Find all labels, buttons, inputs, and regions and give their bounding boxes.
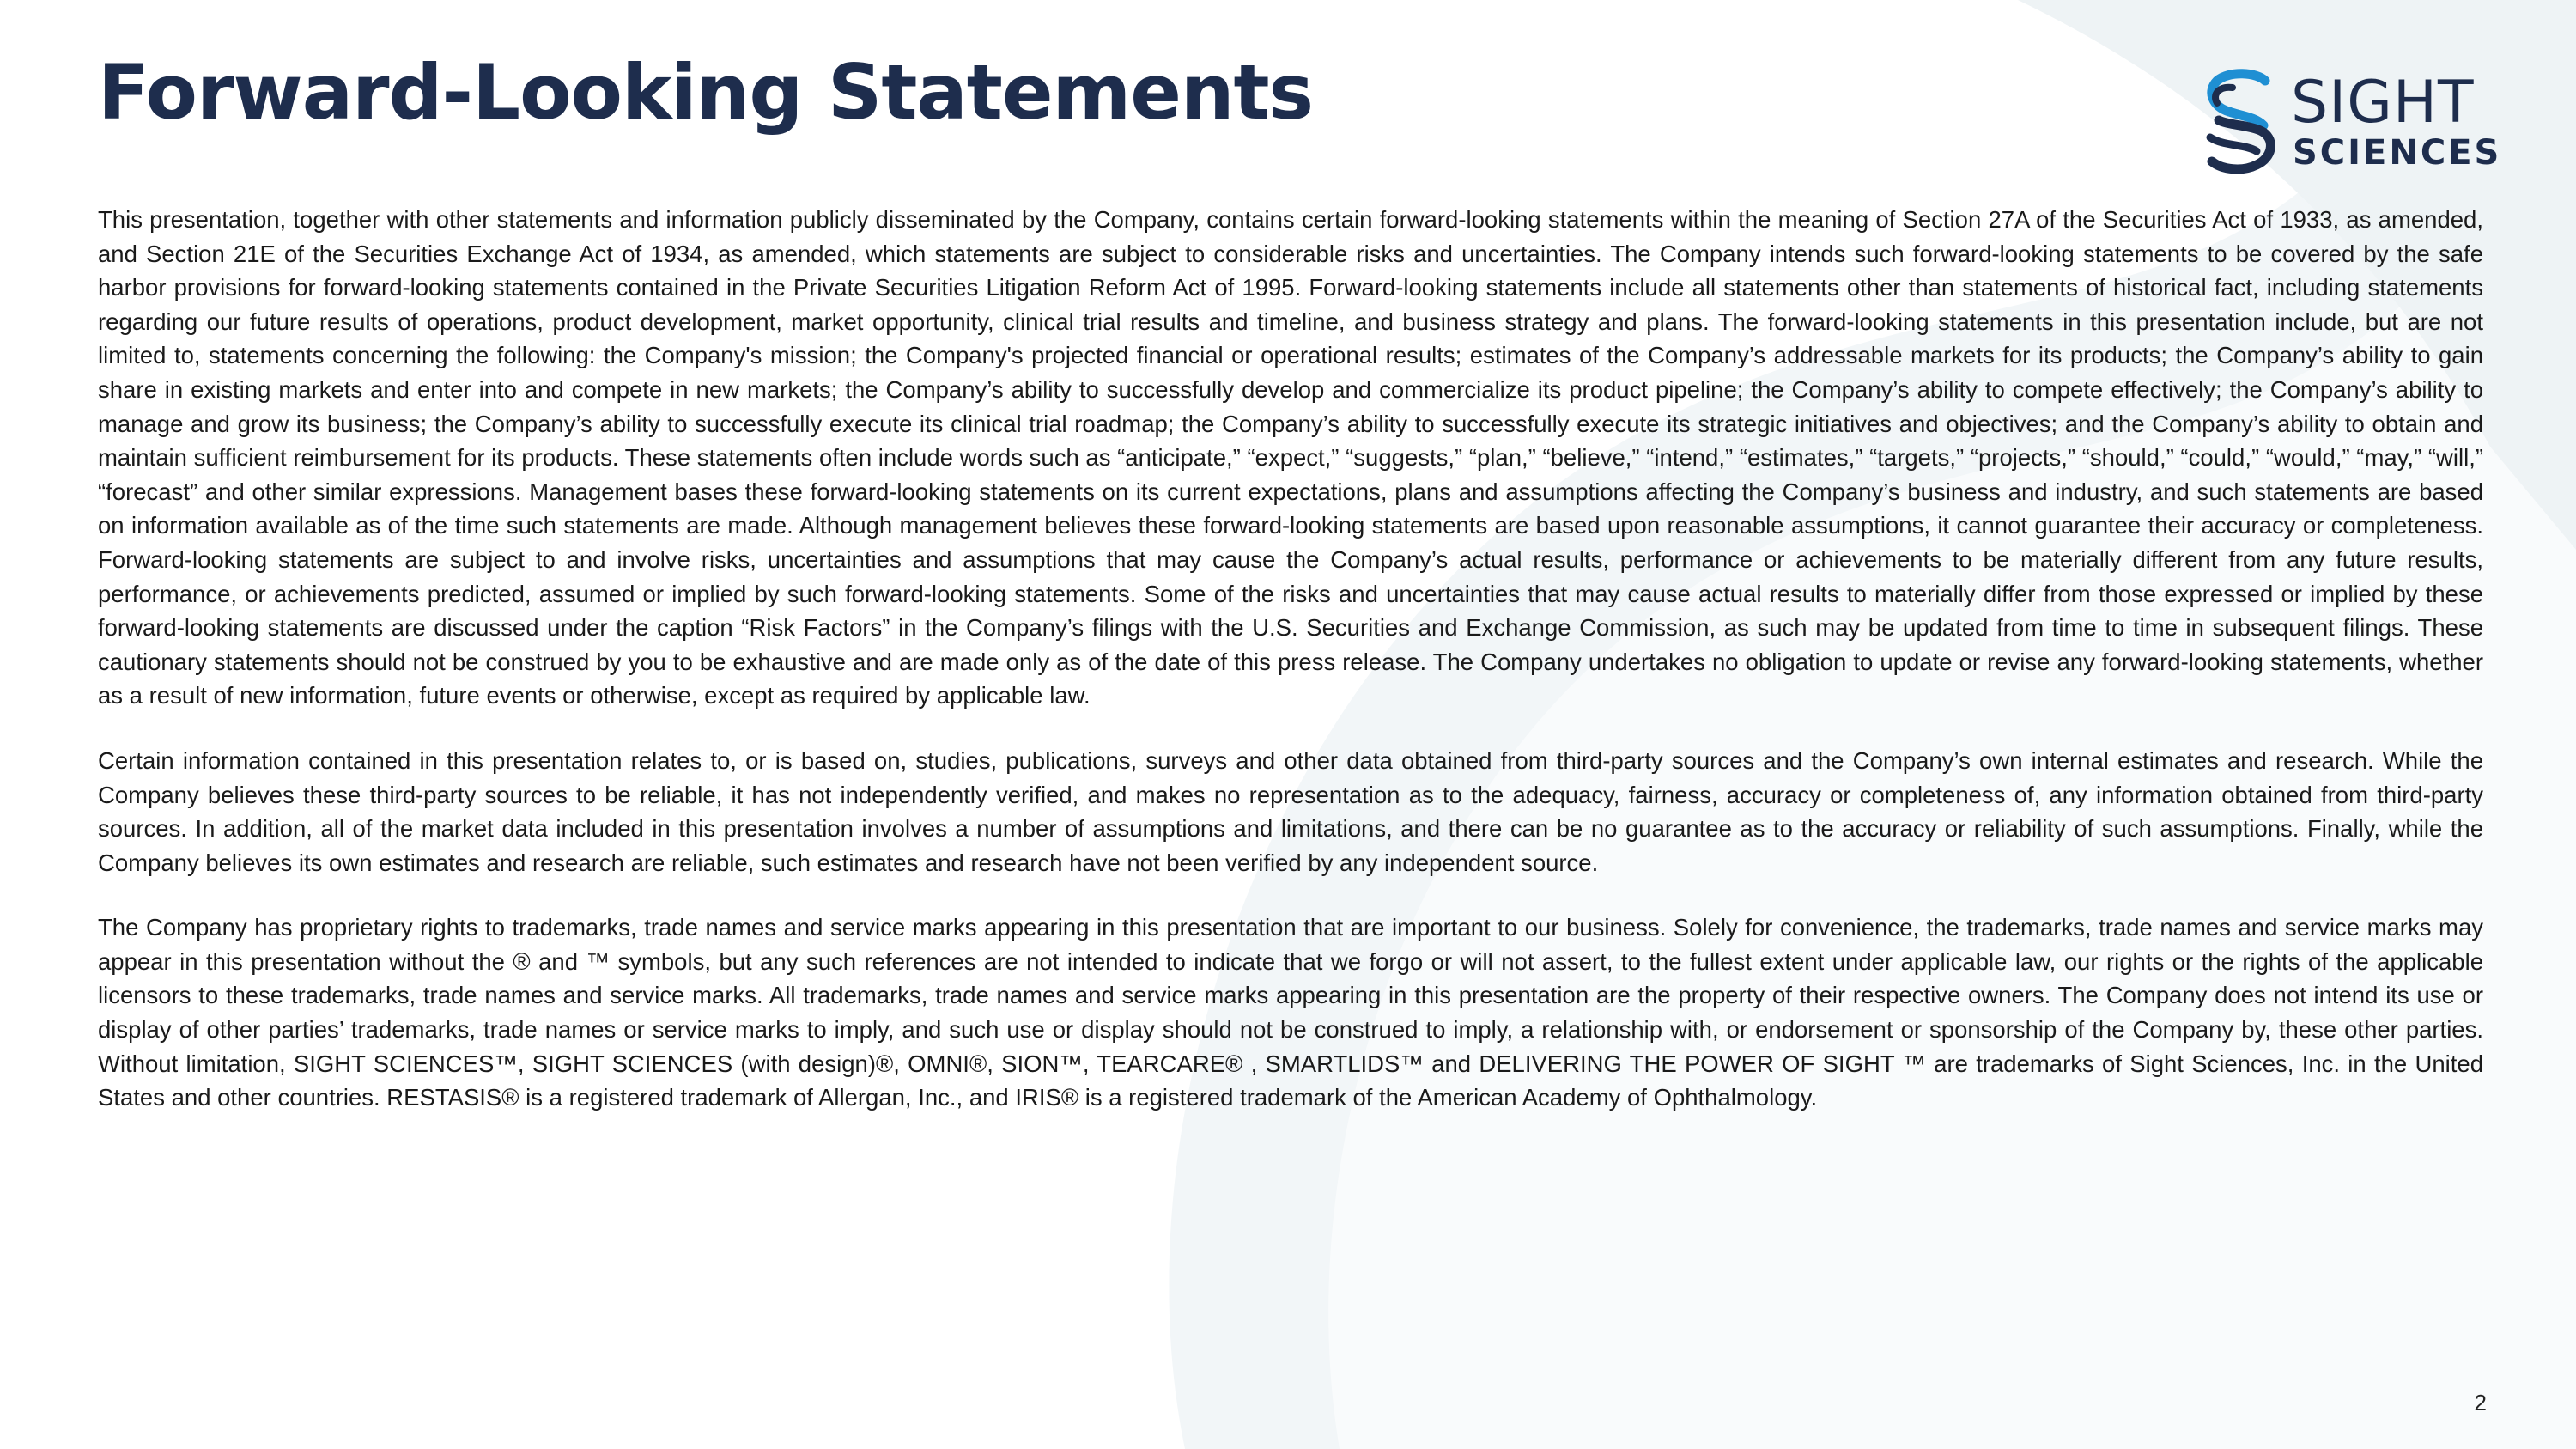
third-party-data-paragraph: Certain information contained in this presentation relates to, or is based on, studies, publications, surveys and other data obtained from third-party sources and the Company’s own internal estimates and research. While the Company believes these third-party sources to be reliable, it has not independently verified, and makes no representation as to the adequacy, fairness, accuracy or completeness of, any information obtained from third-party sources. In addition, all of the market data included in this presentation involves a number of assumptions and limitations, and there can be no guarantee as to the accuracy or reliability of such assumptions. Finally, while the Company believes its own estimates and research are reliable, such estimates and research have not been verified by any independent source.	[98, 746, 2483, 876]
logo-wordmark-line1: SIGHT	[2291, 69, 2475, 137]
page-title: Forward-Looking Statements	[98, 48, 1313, 137]
trademarks-paragraph: The Company has proprietary rights to trademarks, trade names and service marks appearing in this presentation that are important to our business. Solely for convenience, the trademarks, trade names and service marks may appear in this presentation without the ® and ™ symbols, but any such references are not intended to indicate that we forgo or will not assert, to the fullest extent under applicable law, our rights or the rights of the applicable licensors to these trademarks, trade names and service marks. All trademarks, trade names and service marks appearing in this presentation are the property of their respective owners. The Company does not intend its use or display of other parties’ trademarks, trade names or service marks to imply, and such use or display should not be construed to imply, a relationship with, or endorsement or sponsorship of the Company by, these other parties. Without limitation, SIGHT SCIENCES™, SIGHT SCIENCES (with design)®, OMNI®, SION™, TEARCARE® , SMARTLIDS™ and DELIVERING THE POWER OF SIGHT ™ are trademarks of Sight Sciences, Inc. in the United States and other countries. RESTASIS® is a registered trademark of Allergan, Inc., and IRIS® is a registered trademark of the American Academy of Ophthalmology.	[98, 914, 2483, 1111]
logo-wordmark-line2: SCIENCES	[2293, 133, 2502, 173]
forward-looking-paragraph: This presentation, together with other statements and information publicly disseminated by the Company, contains certain forward-looking statements within the meaning of Section 27A of the Securities Act of 1933, as amended, and Section 21E of the Securities Exchange Act of 1934, as amended, which statements are subject to considerable risks and uncertainties. The Company intends such forward-looking statements to be covered by the safe harbor provisions for forward-looking statements contained in the Private Securities Litigation Reform Act of 1995. Forward-looking statements include all statements other than statements of historical fact, including statements regarding our future results of operations, product development, market opportunity, clinical trial results and timeline, and business strategy and plans. The forward-looking statements in this presentation include, but are not limited to, statements concerning the following: the Company's mission; the Company's projected financial or operational results; estimates of the Company’s addressable markets for its products; the Company’s ability to gain share in existing markets and enter into and compete in new markets; the Company’s ability to successfully develop and commercialize its product pipeline; the Company’s ability to compete effectively; the Company’s ability to manage and grow its business; the Company’s ability to successfully execute its clinical trial roadmap; the Company’s ability to successfully execute its strategic initiatives and objectives; and the Company’s ability to obtain and maintain sufficient reimbursement for its products. These statements often include words such as “anticipate,” “expect,” “suggests,” “plan,” “believe,” “intend,” “estimates,” “targets,” “projects,” “should,” “could,” “would,” “may,” “will,” “forecast” and other similar expressions. Management bases these forward-looking statements on its current expectations, plans and assumptions affecting the Company’s business and industry, and such statements are based on information available as of the time such statements are made. Although management believes these forward-looking statements are based upon reasonable assumptions, it cannot guarantee their accuracy or completeness. Forward-looking statements are subject to and involve risks, uncertainties and assumptions that may cause the Company’s actual results, performance or achievements to be materially different from any future results, performance, or achievements predicted, assumed or implied by such forward-looking statements. Some of the risks and uncertainties that may cause actual results to materially differ from those expressed or implied by these forward-looking statements are discussed under the caption “Risk Factors” in the Company’s filings with the U.S. Securities and Exchange Commission, as such may be updated from time to time in subsequent filings. These cautionary statements should not be construed by you to be exhaustive and are made only as of the date of this press release. The Company undertakes no obligation to update or revise any forward-looking statements, whether as a result of new information, future events or otherwise, except as required by applicable law.	[98, 206, 2483, 709]
sight-sciences-logo-icon	[2203, 69, 2279, 175]
company-logo	[2203, 69, 2502, 175]
page-number: 2	[2474, 1390, 2487, 1416]
disclaimer-body	[98, 203, 2483, 1115]
